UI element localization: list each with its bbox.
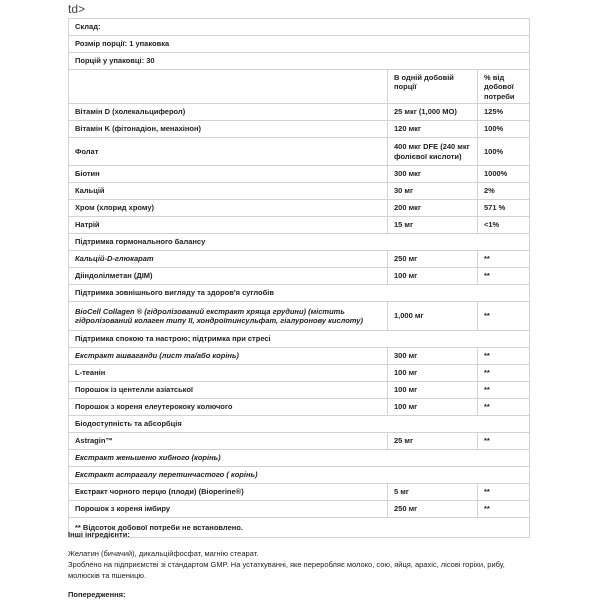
empty-header-cell: [69, 70, 387, 103]
section-hormonal: Підтримка гормонального балансу: [75, 237, 206, 247]
daily-value-header: % від добової потреби: [477, 70, 529, 103]
table-row: [69, 217, 529, 234]
ingredient-amount: 5 мг: [387, 484, 477, 500]
ingredient-dv: **: [477, 433, 529, 449]
table-row: [69, 166, 529, 183]
ingredient-name: Порошок із центелли азіатської: [75, 385, 194, 395]
nutrient-dv: 2%: [477, 183, 529, 199]
ingredient-amount: 1,000 мг: [387, 302, 477, 330]
ingredient-amount: 100 мг: [387, 382, 477, 398]
nutrient-amount: 200 мкг: [387, 200, 477, 216]
section-beauty: Підтримка зовнішнього вигляду та здоров'я суглобів: [75, 288, 274, 298]
ingredient-amount: 100 мг: [387, 365, 477, 381]
table-row: [69, 251, 529, 268]
supplement-facts-table: [68, 18, 530, 538]
nutrient-amount: 120 мкг: [387, 121, 477, 137]
ingredient-name: Порошок з кореня імбиру: [75, 504, 171, 514]
nutrient-dv: <1%: [477, 217, 529, 233]
nutrient-dv: 1000%: [477, 166, 529, 182]
section-header-row: [69, 234, 529, 251]
section-header-row: [69, 331, 529, 348]
nutrient-dv: 125%: [477, 104, 529, 120]
serving-size: Розмір порції: 1 упаковка: [75, 39, 170, 49]
ingredient-amount: 25 мг: [387, 433, 477, 449]
ingredient-name: Дііндолілметан (ДІМ): [75, 271, 153, 281]
table-row: [69, 268, 529, 285]
table-row: [69, 138, 529, 166]
table-row: [69, 183, 529, 200]
servings-per-pack-row: [69, 53, 529, 70]
ingredient-name: Екстракт женьшеню хибного (корінь): [75, 453, 221, 463]
section-header-row: [69, 285, 529, 302]
table-row: [69, 348, 529, 365]
nutrient-amount: 30 мг: [387, 183, 477, 199]
composition-row: [69, 19, 529, 36]
ingredient-name: Екстракт астрагалу перетинчастого ( корінь): [75, 470, 258, 480]
nutrient-name: Кальцій: [75, 186, 105, 196]
ingredient-dv: **: [477, 501, 529, 517]
ingredient-dv: **: [477, 268, 529, 284]
ingredient-amount: 300 мг: [387, 348, 477, 364]
column-header-row: [69, 70, 529, 104]
nutrient-amount: 400 мкг DFE (240 мкг фолієвої кислоти): [387, 138, 477, 165]
ingredient-dv: **: [477, 302, 529, 330]
nutrient-dv: 100%: [477, 138, 529, 165]
composition-label: Склад:: [75, 22, 101, 32]
table-row: [69, 467, 529, 484]
ingredient-dv: **: [477, 484, 529, 500]
nutrient-name: Хром (хлорид хрому): [75, 203, 155, 213]
ingredient-amount: 250 мг: [387, 501, 477, 517]
table-row: [69, 484, 529, 501]
ingredient-amount: 100 мг: [387, 268, 477, 284]
ingredient-dv: **: [477, 382, 529, 398]
table-row: [69, 501, 529, 518]
footnote: ** Відсоток добової потреби не встановлено.: [75, 522, 243, 532]
nutrient-name: Натрій: [75, 220, 100, 230]
ingredient-dv: **: [477, 348, 529, 364]
nutrient-name: Фолат: [75, 146, 99, 156]
table-row: [69, 399, 529, 416]
section-header-row: [69, 416, 529, 433]
section-calm: Підтримка спокою та настрою; підтримка при стресі: [75, 334, 271, 344]
ingredient-name: Екстракт чорного перцю (плоди) (Bioperine®): [75, 487, 244, 497]
ingredient-name: Екстракт ашваганди (лист та/або корінь): [75, 351, 239, 361]
table-row: [69, 433, 529, 450]
nutrient-dv: 100%: [477, 121, 529, 137]
servings-per-pack: Порцій у упаковці: 30: [75, 56, 155, 66]
nutrient-name: Вітамін K (фітонадіон, менахінон): [75, 124, 202, 134]
other-ingredients-label: Інші інгредієнти:: [68, 530, 130, 539]
ingredient-amount: 250 мг: [387, 251, 477, 267]
table-row: [69, 200, 529, 217]
table-row: [69, 121, 529, 138]
nutrient-amount: 25 мкг (1,000 МО): [387, 104, 477, 120]
additional-info: [68, 530, 528, 600]
section-bioavailability: Біодоступність та абсорбція: [75, 419, 182, 429]
ingredient-name: Кальцій-D-глюкарат: [75, 254, 154, 264]
table-row: [69, 104, 529, 121]
gmp-statement: Зроблено на підприємстві зі стандартом GMP. На устаткуванні, яке переробляє молоко, сою, яйця, арахіс, лісові горіхи, рибу, молюсків та пшеницю.: [68, 559, 505, 580]
nutrient-name: Вітамін D (холекальциферол): [75, 107, 186, 117]
ingredient-name: Порошок з кореня елеутерококу колючого: [75, 402, 233, 412]
table-row: [69, 302, 529, 331]
serving-size-row: [69, 36, 529, 53]
warning-label: Попередження:: [68, 589, 126, 599]
amount-header: В одній добовій порції: [387, 70, 477, 103]
ingredient-name: Astragin™: [75, 436, 113, 446]
ingredient-dv: **: [477, 251, 529, 267]
other-ingredients: Желатин (бичачий), дикальційфосфат, магнію стеарат.: [68, 548, 259, 558]
stray-markup-text: td>: [68, 2, 86, 16]
ingredient-amount: 100 мг: [387, 399, 477, 415]
table-row: [69, 382, 529, 399]
ingredient-name: L-теанін: [75, 368, 106, 378]
ingredient-dv: **: [477, 365, 529, 381]
nutrient-amount: 15 мг: [387, 217, 477, 233]
ingredient-dv: **: [477, 399, 529, 415]
table-row: [69, 365, 529, 382]
nutrient-dv: 571 %: [477, 200, 529, 216]
nutrient-amount: 300 мкг: [387, 166, 477, 182]
table-row: [69, 450, 529, 467]
nutrient-name: Біотин: [75, 169, 100, 179]
ingredient-name: BioCell Collagen ® (гідролізований екстракт хряща грудини) (містить гідролізований колаген типу II, хондроїтинсульфат, гіалуронову кислоту): [75, 306, 363, 325]
